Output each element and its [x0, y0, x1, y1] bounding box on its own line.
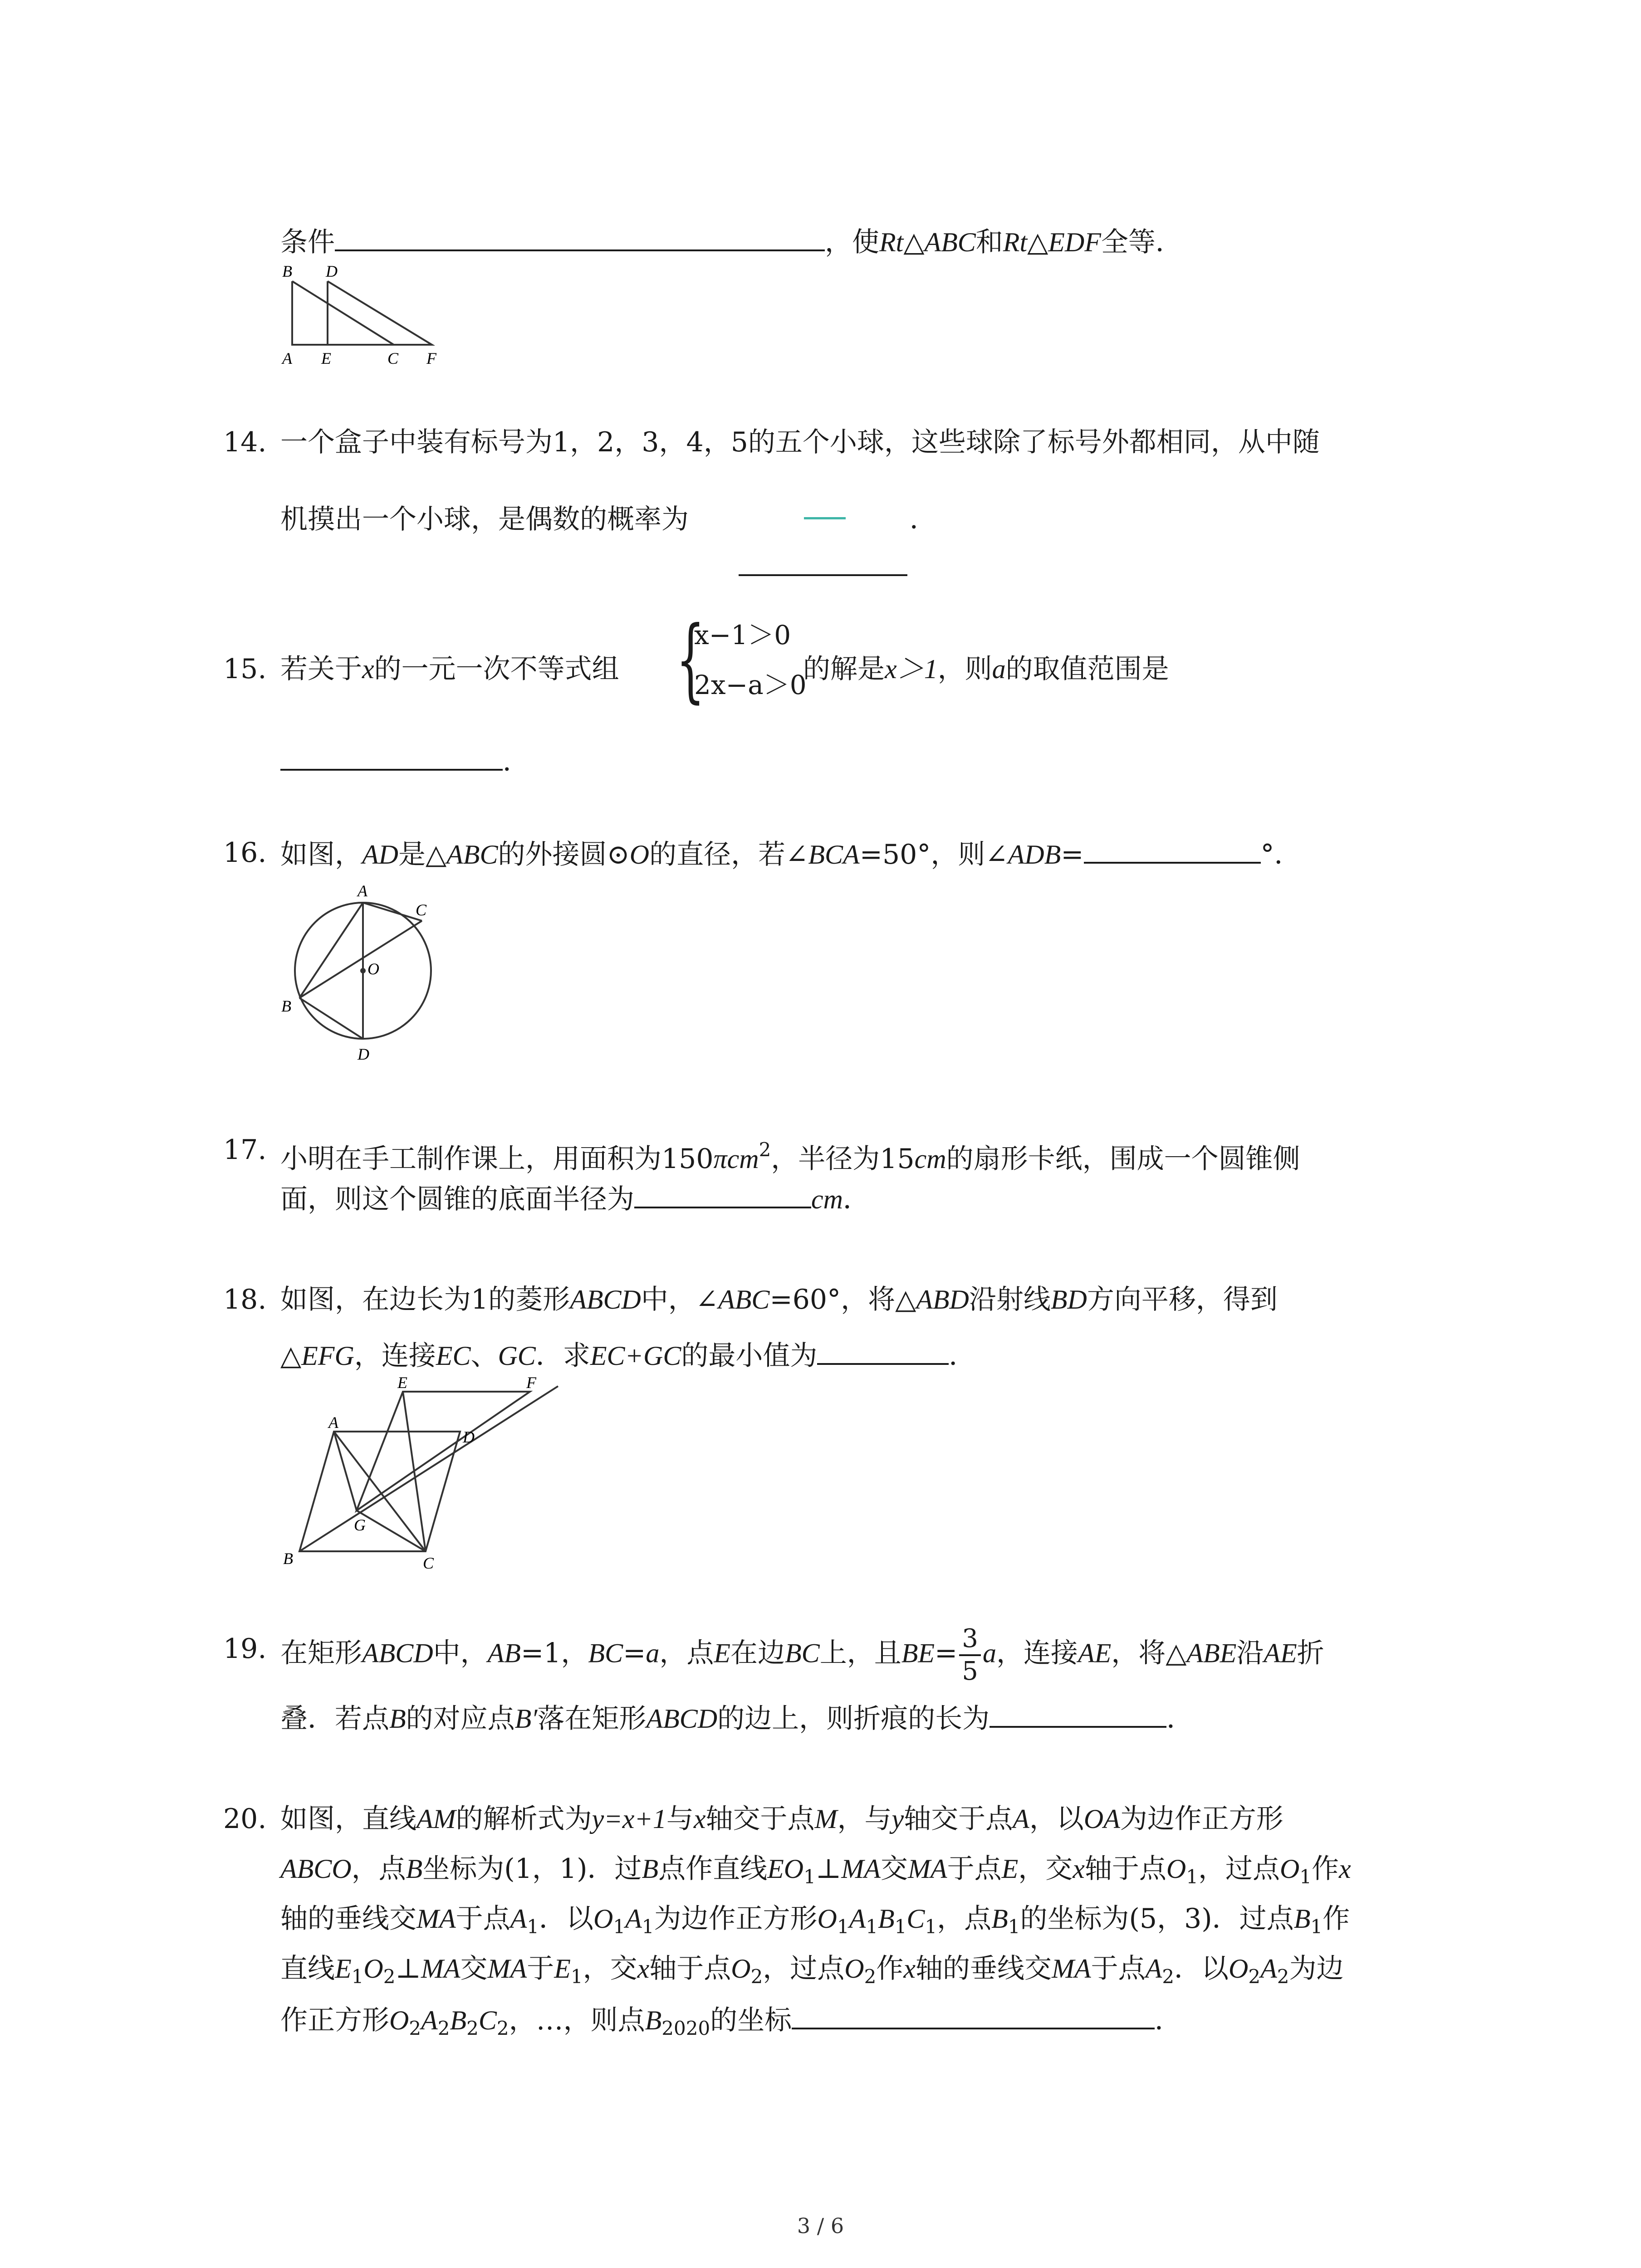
q18-math: ABCD [570, 1285, 641, 1315]
q16-label-O: O [367, 960, 379, 978]
q20-math: C [906, 1904, 925, 1934]
q19-text: 在矩形 [280, 1637, 362, 1669]
q16-label-C: C [416, 901, 427, 919]
q20-math: B [450, 2005, 467, 2035]
q20-line-2 [280, 1846, 1351, 1892]
q15-period: ． [503, 746, 530, 777]
q20-math: MA [416, 1904, 456, 1934]
q20-line-5 [280, 1996, 1182, 2041]
q19-math: ABE [1186, 1638, 1237, 1668]
q20-math: C [478, 2005, 497, 2035]
q20-subscript: 1 [866, 1916, 878, 1938]
q15-text: 的取值范围是 [1005, 653, 1169, 685]
q19-text: ，将△ [1111, 1637, 1187, 1669]
q16-text: 如图， [280, 839, 362, 870]
q20-math: MA [907, 1854, 947, 1884]
q19-text: ，点 [659, 1637, 714, 1669]
q19-text: ． [1166, 1703, 1194, 1735]
q16-text: 的外接圆⊙ [498, 839, 630, 870]
q19-text: 落在矩形 [537, 1703, 647, 1735]
q17-text: ，半径为15 [771, 1143, 915, 1175]
q18-label-D: D [463, 1428, 475, 1446]
q20-text: 点作直线 [658, 1853, 768, 1885]
q20-subscript: 2 [496, 2017, 509, 2039]
q19-math: BC [785, 1638, 820, 1668]
q20-math: x [693, 1804, 706, 1834]
q20-math: x [903, 1954, 916, 1984]
q20-math: E [554, 1954, 571, 1984]
q18-number: 18. [223, 1284, 267, 1315]
q20-text: 于点 [456, 1903, 510, 1935]
q19-math: BC [588, 1638, 623, 1668]
q15-line-2 [280, 737, 530, 782]
q18-text: 、 [470, 1340, 498, 1372]
q13-label-E: E [321, 349, 331, 367]
q17-number: 17. [223, 1134, 267, 1166]
q20-subscript: 1 [351, 1965, 364, 1988]
q18-text: 方向平移，得到 [1087, 1284, 1278, 1315]
q19-fraction-numerator: 3 [959, 1626, 981, 1656]
q20-subscript: 2 [864, 1965, 877, 1988]
q18-text: 如图，在边长为1的菱形 [280, 1284, 570, 1315]
q20-math: A [625, 1904, 642, 1934]
q20-subscript: 2 [409, 2017, 421, 2039]
q20-math: A [1260, 1954, 1277, 1984]
q20-math: ABCO [280, 1854, 352, 1884]
q20-math: MA [841, 1854, 881, 1884]
q20-math: x [637, 1954, 650, 1984]
q18-math: EFG [301, 1341, 354, 1371]
q13-text: 和 [975, 226, 1003, 258]
q18-figure [272, 1374, 581, 1569]
q14-text: 一个盒子中装有标号为1，2，3，4，5的五个小球，这些球除了标号外都相同，从中随 [280, 426, 1320, 458]
q18-label-E: E [397, 1374, 407, 1392]
q16-math: BCA [808, 840, 860, 870]
q14-answer-blank[interactable] [739, 574, 907, 576]
q19-line-2 [280, 1694, 1194, 1740]
q20-text: 为边作正方形 [654, 1903, 818, 1935]
q15-math: a [992, 654, 1006, 684]
q20-subscript: 1 [642, 1916, 654, 1938]
q15-text: 若关于 [280, 653, 362, 685]
q20-subscript: 1 [1299, 1866, 1312, 1888]
q16-number: 16. [223, 837, 267, 869]
q16-text: 的直径，若∠ [649, 839, 808, 870]
q17-answer-blank[interactable] [634, 1175, 811, 1208]
q20-text: 作 [876, 1953, 904, 1984]
q20-text: 如图，直线 [280, 1803, 416, 1835]
q20-math: MA [421, 1954, 460, 1984]
q18-label-B: B [283, 1549, 293, 1568]
page-number: 3 / 6 [797, 2214, 844, 2238]
q20-subscript: 1 [925, 1916, 937, 1938]
q18-text: 沿射线 [969, 1284, 1051, 1315]
q13-line [280, 218, 1183, 263]
q18-text: ． [949, 1340, 976, 1372]
q17-math: cm [914, 1144, 946, 1174]
q20-subscript: 2 [1162, 1965, 1175, 1988]
q20-math: B [406, 1854, 423, 1884]
q20-subscript: 2 [750, 1965, 763, 1988]
q18-text: ，连接 [354, 1340, 436, 1372]
q16-label-B: B [281, 997, 291, 1015]
q13-label-C: C [387, 349, 399, 367]
q20-math: EO [767, 1854, 804, 1884]
q18-line-2 [280, 1331, 976, 1377]
q16-math: O [629, 840, 650, 870]
q20-subscript: 1 [570, 1965, 583, 1988]
q20-text: ，与 [837, 1803, 892, 1835]
q18-text: ．求 [535, 1340, 590, 1372]
q20-text: 直线 [280, 1953, 335, 1984]
q18-math: BD [1050, 1285, 1087, 1315]
q18-math: EC+GC [590, 1341, 681, 1371]
q20-math: B [642, 1854, 659, 1884]
q20-line-3 [280, 1896, 1350, 1941]
q16-text: °． [1260, 839, 1302, 870]
q16-math: ABC [446, 840, 498, 870]
q13-label-D: D [326, 262, 338, 280]
q19-text: 的对应点 [406, 1703, 515, 1735]
q13-text: 条件 [280, 226, 335, 258]
q17-superscript: 2 [759, 1139, 771, 1161]
q20-math: A [421, 2005, 438, 2035]
q20-subscript: 1 [1008, 1916, 1020, 1938]
q13-text: 全等． [1101, 226, 1183, 258]
q20-text: 轴的垂线交 [280, 1903, 416, 1935]
q17-text: 面，则这个圆锥的底面半径为 [280, 1183, 634, 1215]
q15-math: x＞1 [885, 654, 938, 684]
q19-text: ，连接 [996, 1637, 1078, 1669]
q20-text: 的坐标为(5，3)．过点 [1020, 1903, 1294, 1935]
q15-line-1b [803, 646, 1169, 692]
q19-number: 19. [223, 1633, 267, 1665]
q15-inequality-2: 2x−a＞0 [694, 670, 807, 700]
q20-text: 轴交于点 [904, 1803, 1013, 1835]
q20-text: 轴于点 [649, 1953, 731, 1984]
q15-inequality-1: x−1＞0 [694, 620, 791, 650]
q17-text: 的扇形卡纸，围成一个圆锥侧 [946, 1143, 1300, 1175]
q20-subscript: 2020 [661, 2017, 710, 2039]
q20-text: 坐标为(1，1)．过 [422, 1853, 642, 1885]
q20-math: O [817, 1904, 837, 1934]
q20-math: E [335, 1954, 352, 1984]
q15-text: 的解是 [803, 653, 885, 685]
q20-math: B [1293, 1904, 1311, 1934]
q20-subscript: 2 [1248, 1965, 1261, 1988]
q20-text: 的解析式为 [456, 1803, 592, 1835]
q16-label-A: A [358, 882, 367, 900]
q19-math: a [646, 1638, 660, 1668]
q19-text: 叠．若点 [280, 1703, 389, 1735]
q16-answer-blank[interactable] [1084, 830, 1261, 864]
q18-label-A: A [328, 1413, 338, 1432]
q20-math: AM [416, 1804, 456, 1834]
q19-text: 在边 [730, 1637, 785, 1669]
q19-fraction-denominator: 5 [962, 1657, 978, 1686]
q19-math: B [389, 1704, 406, 1734]
q20-math: B [991, 1904, 1008, 1934]
q20-math: OA [1083, 1804, 1120, 1834]
q20-math: MA [487, 1954, 527, 1984]
q19-math: E [714, 1638, 731, 1668]
q20-subscript: 1 [1310, 1916, 1323, 1938]
q20-math: x [1073, 1854, 1085, 1884]
q20-math: A [1013, 1804, 1029, 1834]
q18-math: EC [436, 1341, 471, 1371]
q20-text: ，交 [583, 1953, 637, 1984]
q20-text: 为边 [1289, 1953, 1344, 1984]
q14-period: ． [910, 503, 937, 535]
q20-text: 于点 [1091, 1953, 1146, 1984]
q18-math: GC [498, 1341, 536, 1371]
q20-text: 的坐标 [710, 2004, 792, 2036]
q20-math: x [1339, 1854, 1351, 1884]
q20-math: MA [1052, 1954, 1091, 1984]
q20-subscript: 1 [1186, 1866, 1198, 1888]
q20-text: ⊥ [395, 1953, 421, 1984]
q18-label-F: F [526, 1374, 536, 1392]
q19-answer-blank[interactable] [989, 1694, 1166, 1728]
q13-math: Rt△EDF [1003, 227, 1101, 257]
q20-subscript: 1 [613, 1916, 626, 1938]
q18-math: ABD [916, 1285, 969, 1315]
q20-text: ，过点 [1198, 1853, 1280, 1885]
q15-number: 15. [223, 653, 267, 685]
q18-math: ABC [718, 1285, 770, 1315]
q20-math: O [1229, 1954, 1249, 1984]
q20-math: O [363, 1954, 383, 1984]
q20-math: O [389, 2005, 409, 2035]
q20-text: ，点 [351, 1853, 406, 1885]
q19-text: 上，且 [819, 1637, 901, 1669]
q15-text: ，则 [937, 653, 992, 685]
q20-math: B [877, 1904, 895, 1934]
q20-text: ． [1155, 2004, 1182, 2036]
q19-math: AE [1078, 1638, 1112, 1668]
q20-text: 于点 [947, 1853, 1002, 1885]
q20-line-4 [280, 1946, 1344, 1991]
q13-figure [272, 259, 463, 367]
q20-text: 为边作正方形 [1120, 1803, 1283, 1835]
q20-text: ，以 [1029, 1803, 1084, 1835]
q15-math: x [362, 654, 374, 684]
q14-fraction-placeholder [804, 517, 846, 519]
q18-text: 中，∠ [641, 1284, 719, 1315]
q20-subscript: 1 [803, 1866, 816, 1888]
q20-text: 交 [880, 1853, 908, 1885]
q20-subscript: 2 [383, 1965, 396, 1988]
q20-text: 作 [1312, 1853, 1339, 1885]
q16-text: = [1061, 839, 1084, 870]
q16-math: ADB [1008, 840, 1061, 870]
q20-text: ，…，则点 [509, 2004, 645, 2036]
q18-text: △ [280, 1340, 302, 1372]
q13-label-F: F [426, 349, 436, 367]
q20-math: A [1145, 1954, 1162, 1984]
q19-text: = [935, 1637, 958, 1669]
q19-math: AB [487, 1638, 521, 1668]
q19-math: ABCD [646, 1704, 718, 1734]
q19-text: 中， [433, 1637, 488, 1669]
q19-fraction [959, 1626, 981, 1684]
q19-text: 折 [1297, 1637, 1324, 1669]
q20-math: A [510, 1904, 527, 1934]
q20-math: O [731, 1954, 751, 1984]
q19-text: = [623, 1637, 646, 1669]
q13-math: Rt△ABC [879, 227, 976, 257]
q20-subscript: 1 [837, 1916, 849, 1938]
q20-math: O [1279, 1854, 1300, 1884]
q15-answer-blank[interactable] [280, 737, 503, 771]
q14-text: 机摸出一个小球，是偶数的概率为 [280, 503, 689, 535]
q20-number: 20. [223, 1803, 267, 1835]
q20-text: 轴的垂线交 [916, 1953, 1052, 1984]
q17-math: cm [811, 1184, 843, 1214]
q19-math: a [982, 1638, 996, 1668]
q20-answer-blank[interactable] [792, 1996, 1155, 2029]
q20-math: A [849, 1904, 866, 1934]
q19-math: B′ [514, 1704, 538, 1734]
q16-figure [277, 875, 449, 1066]
q19-math: BE [901, 1638, 935, 1668]
q20-text: ．以 [1174, 1953, 1229, 1984]
q20-text: ⊥ [815, 1853, 842, 1885]
q15-brace: { [676, 607, 705, 713]
q20-text: ．以 [539, 1903, 594, 1935]
q20-text: ，交 [1018, 1853, 1073, 1885]
q17-text: 小明在手工制作课上，用面积为150 [280, 1143, 714, 1175]
q17-line-2 [280, 1175, 870, 1220]
q16-math: AD [362, 840, 398, 870]
q20-math: y=x+1 [592, 1804, 666, 1834]
q20-text: 与 [666, 1803, 694, 1835]
q20-math: M [814, 1804, 838, 1834]
q18-text: =60°，将△ [769, 1284, 916, 1315]
q15-text: 的一元一次不等式组 [374, 653, 619, 685]
q18-label-C: C [423, 1554, 434, 1569]
q20-math: O [593, 1904, 613, 1934]
q20-subscript: 2 [466, 2017, 479, 2039]
q20-math: E [1001, 1854, 1019, 1884]
q20-text: ，点 [937, 1903, 992, 1935]
q13-text: ，使 [825, 226, 879, 258]
q16-text: =50°，则∠ [859, 839, 1008, 870]
q20-text: 轴交于点 [705, 1803, 815, 1835]
q20-text: 于 [527, 1953, 554, 1984]
q16-text: 是△ [398, 839, 447, 870]
q20-math: O [1166, 1854, 1186, 1884]
q20-math: B [645, 2005, 662, 2035]
q20-text: 作 [1323, 1903, 1350, 1935]
q19-math: AE [1264, 1638, 1297, 1668]
q19-text: 的边上，则折痕的长为 [717, 1703, 990, 1735]
q19-math: ABCD [362, 1638, 433, 1668]
q13-label-A: A [282, 349, 292, 367]
q20-subscript: 2 [1277, 1965, 1289, 1988]
q20-math: y [892, 1804, 904, 1834]
q20-math: O [844, 1954, 864, 1984]
q20-subscript: 1 [894, 1916, 907, 1938]
q13-answer-blank[interactable] [335, 218, 825, 251]
q13-label-B: B [282, 262, 292, 280]
q20-text: ，过点 [763, 1953, 845, 1984]
q18-answer-blank[interactable] [817, 1331, 949, 1365]
q17-math: πcm [713, 1144, 759, 1174]
q19-text: 沿 [1236, 1637, 1264, 1669]
q20-text: 交 [460, 1953, 488, 1984]
q14-line-2 [280, 497, 689, 542]
q18-text: 的最小值为 [681, 1340, 818, 1372]
q19-text: =1， [520, 1637, 588, 1669]
q17-text: ． [843, 1183, 870, 1215]
q20-text: 轴于点 [1084, 1853, 1166, 1885]
q16-label-D: D [358, 1045, 369, 1063]
q20-text: 作正方形 [280, 2004, 389, 2036]
q20-subscript: 2 [437, 2017, 450, 2039]
q18-label-G: G [354, 1516, 366, 1534]
q20-subscript: 1 [527, 1916, 539, 1938]
q15-inequality-system [676, 607, 812, 719]
q14-number: 14. [223, 426, 267, 458]
